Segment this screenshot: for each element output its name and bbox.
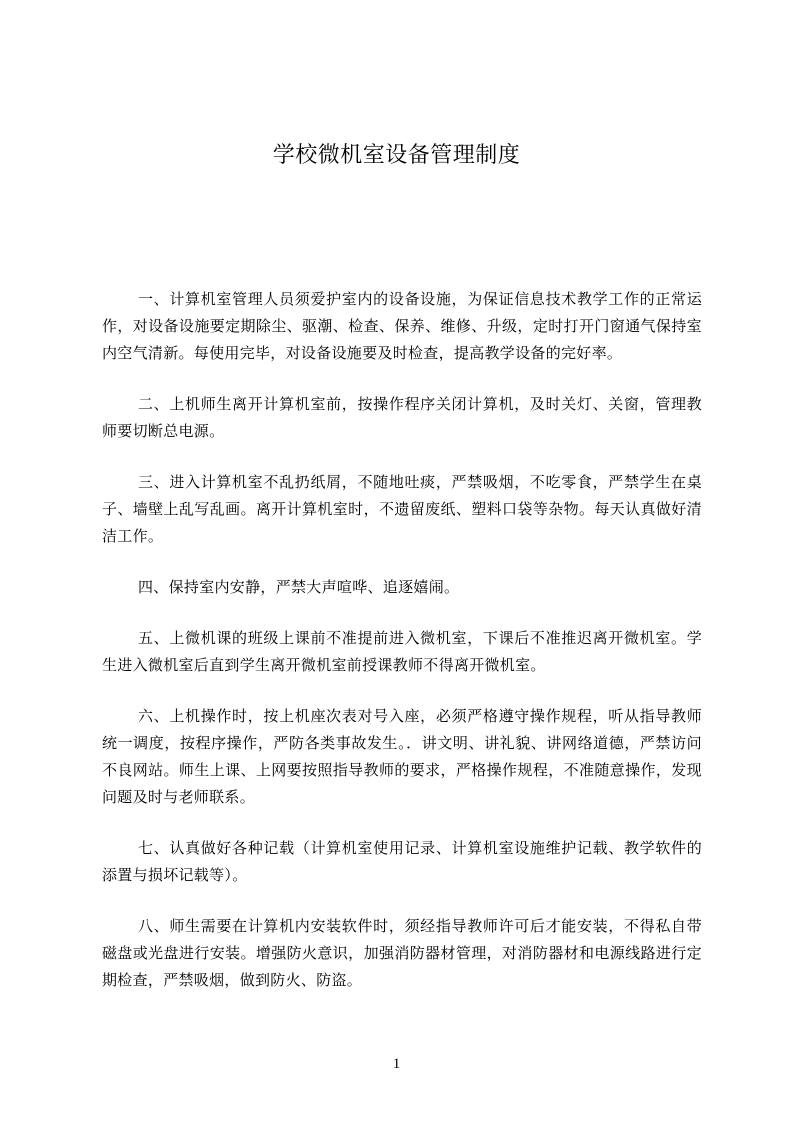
paragraph-1: 一、计算机室管理人员须爱护室内的设备设施，为保证信息技术教学工作的正常运作，对设备设施要定期除尘、驱潮、检查、保养、维修、升级，定时打开门窗通气保持室内空气清新。每使用完毕，对设备设施要及时检查，提高教学设备的完好率。 bbox=[102, 290, 702, 362]
paragraph-2: 二、上机师生离开计算机室前，按操作程序关闭计算机，及时关灯、关窗，管理教师要切断总电源。 bbox=[102, 395, 702, 440]
paragraph-3: 三、进入计算机室不乱扔纸屑，不随地吐痰，严禁吸烟，不吃零食，严禁学生在桌子、墙壁上乱写乱画。离开计算机室时，不遗留废纸、塑料口袋等杂物。每天认真做好清洁工作。 bbox=[102, 473, 702, 545]
paragraph-7: 七、认真做好各种记载（计算机室使用记录、计算机室设施维护记载、教学软件的添置与损坏记载等）。 bbox=[102, 839, 702, 884]
paragraph-5: 五、上微机课的班级上课前不准提前进入微机室，下课后不准推迟离开微机室。学生进入微机室后直到学生离开微机室前授课教师不得离开微机室。 bbox=[102, 629, 702, 674]
paragraph-4: 四、保持室内安静，严禁大声喧哗、追逐嬉闹。 bbox=[138, 578, 460, 596]
paragraph-8: 八、师生需要在计算机内安装软件时，须经指导教师许可后才能安装，不得私自带磁盘或光盘进行安装。增强防火意识，加强消防器材管理，对消防器材和电源线路进行定期检查，严禁吸烟，做到防火、防盗。 bbox=[102, 917, 702, 989]
page-title: 学校微机室设备管理制度 bbox=[272, 143, 521, 168]
page-number: 1 bbox=[392, 1056, 401, 1072]
paragraph-6: 六、上机操作时，按上机座次表对号入座，必须严格遵守操作规程，听从指导教师统一调度，按程序操作，严防各类事故发生。．讲文明、讲礼貌、讲网络道德，严禁访问不良网站。师生上课、上网要按照指导教师的要求，严格操作规程，不准随意操作，发现问题及时与老师联系。 bbox=[102, 707, 702, 806]
document-body bbox=[102, 286, 702, 1018]
